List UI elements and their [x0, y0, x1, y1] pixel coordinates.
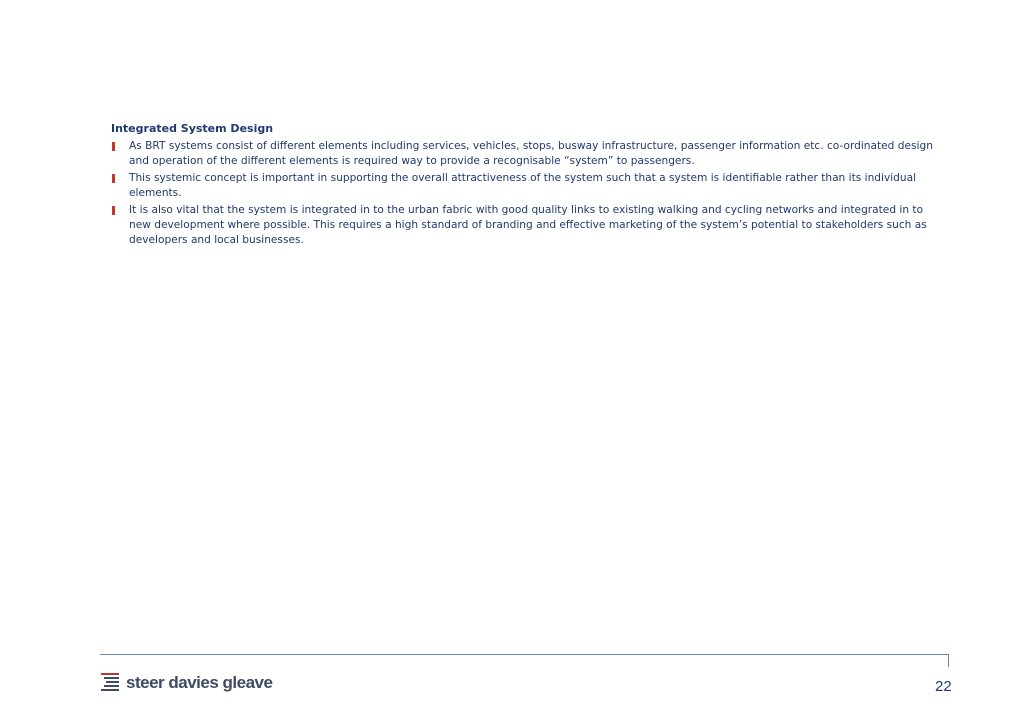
bullet-list	[111, 139, 941, 248]
company-logo	[101, 672, 272, 694]
slide-content	[111, 121, 941, 250]
bullet-text: This systemic concept is important in supporting the overall attractiveness of the system such that a system is identifiable rather than its individual elements.	[129, 172, 917, 199]
footer-divider-tick	[948, 654, 949, 667]
bullet-text: As BRT systems consist of different elements including services, vehicles, stops, busway infrastructure, passenger information etc. co-ordinated design and operation of the different elements is required way to provide a recognisable “system” to passengers.	[129, 140, 933, 167]
page-number: 22	[935, 678, 952, 695]
list-item	[111, 171, 941, 201]
list-item	[111, 139, 941, 169]
logo-text: steer davies gleave	[126, 673, 273, 692]
bullet-text: It is also vital that the system is integrated in to the urban fabric with good quality links to existing walking and cycling networks and integrated in to new development where possible. This requires a high standard of branding and effective marketing of the system’s potential to stakeholders such as developers and local businesses.	[129, 204, 927, 246]
section-heading: Integrated System Design	[111, 122, 274, 135]
bullet-marker-icon	[112, 206, 115, 215]
footer-divider	[100, 654, 949, 655]
list-item	[111, 203, 941, 248]
bullet-marker-icon	[112, 174, 115, 183]
bullet-marker-icon	[112, 142, 115, 151]
logo-stripes-icon	[101, 673, 119, 693]
